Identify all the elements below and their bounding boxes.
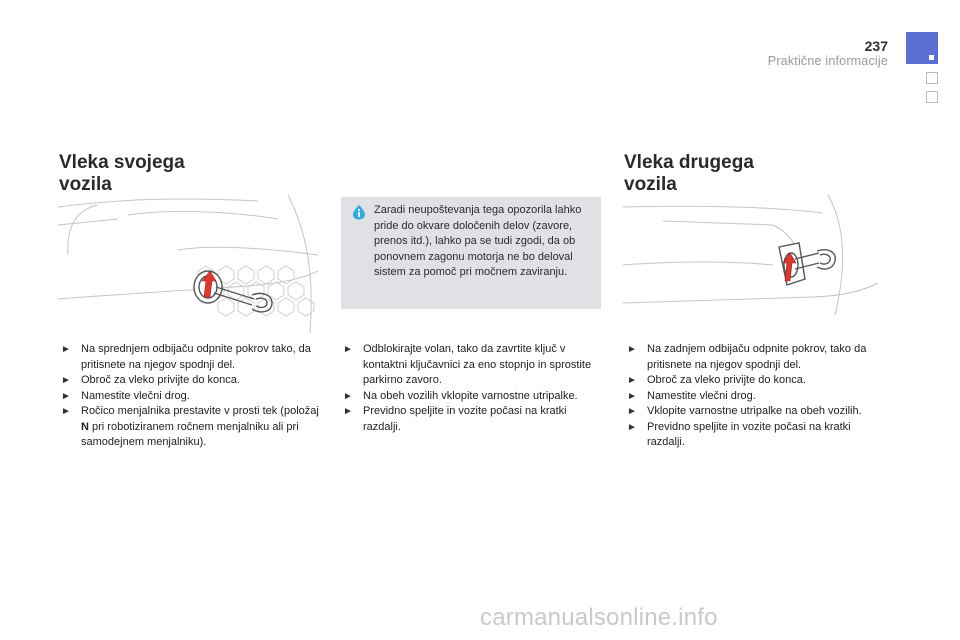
warning-box [341, 197, 601, 309]
list-item [627, 342, 882, 373]
step-text: Ročico menjalnika prestavite v prosti tek (položaj [81, 405, 319, 417]
step-text: Namestite vlečni drog. [647, 389, 756, 402]
bullet-arrow-icon: ► [627, 390, 637, 402]
step-text: Na obeh vozilih vklopite varnostne utripalke. [363, 389, 578, 402]
bullet-arrow-icon: ► [343, 390, 353, 402]
bullet-arrow-icon: ► [61, 344, 71, 355]
step-text: Na zadnjem odbijaču odpnite pokrov, tako da pritisnete na njegov spodnji del. [647, 343, 867, 371]
list-item [627, 420, 882, 451]
common-steps [343, 342, 598, 435]
rear-towing-illustration [623, 195, 878, 333]
list-item [627, 373, 882, 389]
own-vehicle-steps [61, 342, 321, 451]
list-item [627, 389, 882, 405]
chapter-tab-active[interactable] [906, 32, 938, 64]
front-towing-illustration [58, 195, 318, 333]
warning-text: Zaradi neupoštevanja tega opozorila lahko pride do okvare določenih delov (zavore, prenos itd.), lahko pa se tudi zgodi, da ob ponovnem zagonu motorja ne bo deloval sistem za pomoč pri močnem zaviranju. [374, 204, 582, 279]
list-item [61, 373, 321, 389]
section-title-other-vehicle: Vleka drugega vozila [624, 152, 754, 195]
info-icon [351, 204, 367, 220]
step-text: Previdno speljite in vozite počasi na kratki razdalji. [647, 420, 851, 448]
list-item [343, 404, 598, 435]
tab-dot [929, 55, 934, 60]
gear-position-label: N [81, 420, 89, 433]
list-item [343, 342, 598, 389]
section-label: Praktične informacije [767, 54, 888, 68]
step-text: Na sprednjem odbijaču odpnite pokrov tako, da pritisnete na njegov spodnji del. [81, 343, 311, 371]
section-title-own-vehicle: Vleka svojega vozila [59, 152, 185, 195]
front-bumper-drawing [58, 195, 318, 333]
bullet-arrow-icon: ► [627, 344, 637, 355]
list-item [343, 389, 598, 405]
bullet-arrow-icon: ► [627, 406, 637, 417]
bullet-arrow-icon: ► [627, 375, 637, 386]
list-item [61, 342, 321, 373]
step-text-continued: pri robotiziranem ročnem menjalniku ali pri samodejnem menjalniku). [81, 420, 299, 448]
bullet-arrow-icon: ► [627, 421, 637, 433]
list-item [627, 404, 882, 420]
bullet-arrow-icon: ► [61, 406, 71, 417]
rear-bumper-drawing [623, 195, 878, 333]
bullet-arrow-icon: ► [343, 344, 353, 355]
step-text: Vklopite varnostne utripalke na obeh vozilih. [647, 405, 862, 417]
list-item [61, 389, 321, 405]
other-vehicle-steps [627, 342, 882, 451]
bullet-arrow-icon: ► [61, 375, 71, 386]
step-text: Previdno speljite in vozite počasi na kratki razdalji. [363, 405, 567, 433]
list-item [61, 404, 321, 451]
step-text: Odblokirajte volan, tako da zavrtite ključ v kontaktni ključavnici za eno stopnjo in sprostite parkirno zavoro. [363, 343, 592, 386]
chapter-tab-1[interactable] [926, 72, 938, 84]
chapter-tab-2[interactable] [926, 91, 938, 103]
step-text: Obroč za vleko privijte do konca. [81, 374, 240, 386]
page-number: 237 [864, 38, 888, 54]
watermark: carmanualsonline.info [480, 604, 718, 631]
step-text: Namestite vlečni drog. [81, 389, 190, 402]
bullet-arrow-icon: ► [61, 390, 71, 402]
bullet-arrow-icon: ► [343, 406, 353, 417]
step-text: Obroč za vleko privijte do konca. [647, 374, 806, 386]
